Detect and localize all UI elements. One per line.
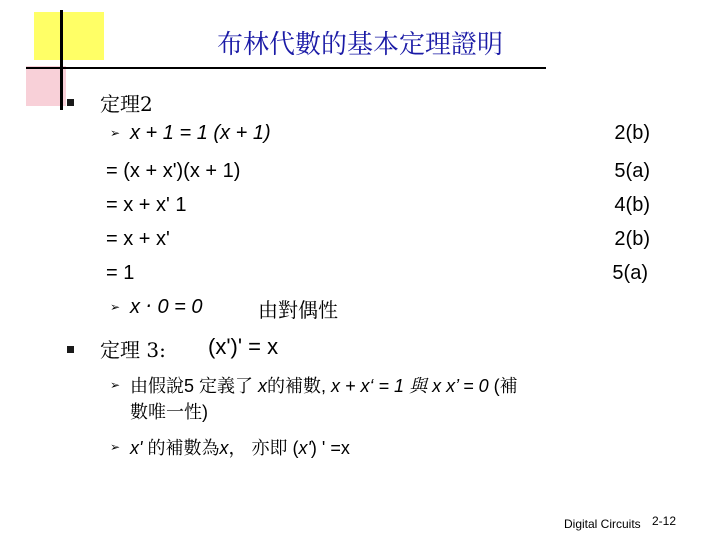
proof-line-4: = x + x' [106, 228, 170, 250]
arrow-bullet-icon: ➢ [110, 300, 121, 314]
dual-note: 由對偶性 [258, 300, 338, 322]
proof-line-5: = 1 [106, 262, 135, 284]
footer-course: Digital Circuits [564, 517, 641, 531]
proof-line-2: = (x + x')(x + 1) [106, 160, 241, 182]
arrow-bullet-icon: ➢ [110, 126, 121, 140]
dual-expression: x ‧ 0 = 0 [130, 296, 203, 318]
proof-ref-5: 5(a) [612, 262, 648, 284]
involution-line: x' 的補數為x， 亦即 (x') ' =x [130, 438, 350, 458]
square-bullet-icon [67, 346, 74, 353]
proof-ref-2: 5(a) [614, 160, 650, 182]
arrow-bullet-icon: ➢ [110, 440, 121, 454]
proof-line-1: x + 1 = 1 (x + 1) [130, 122, 271, 144]
footer-page-number: 2-12 [652, 514, 677, 528]
proof-ref-1: 2(b) [614, 122, 650, 144]
square-bullet-icon [67, 99, 74, 106]
slide-title: 布林代數的基本定理證明 [216, 30, 503, 60]
theorem-3-heading: 定理 3: [100, 338, 166, 362]
theorem-2-heading: 定理2 [100, 92, 153, 116]
complement-definition-continuation: 數唯一性) [130, 402, 208, 422]
proof-ref-4: 2(b) [614, 228, 650, 250]
decor-horizontal-line [26, 67, 546, 69]
proof-ref-3: 4(b) [614, 194, 650, 216]
arrow-bullet-icon: ➢ [110, 378, 121, 392]
proof-line-3: = x + x' 1 [106, 194, 187, 216]
complement-definition-line: 由假說5 定義了 x的補數, x + x‘ = 1 與 x x’ = 0 (補 [130, 376, 518, 396]
theorem-3-expression: (x')' = x [208, 334, 279, 359]
